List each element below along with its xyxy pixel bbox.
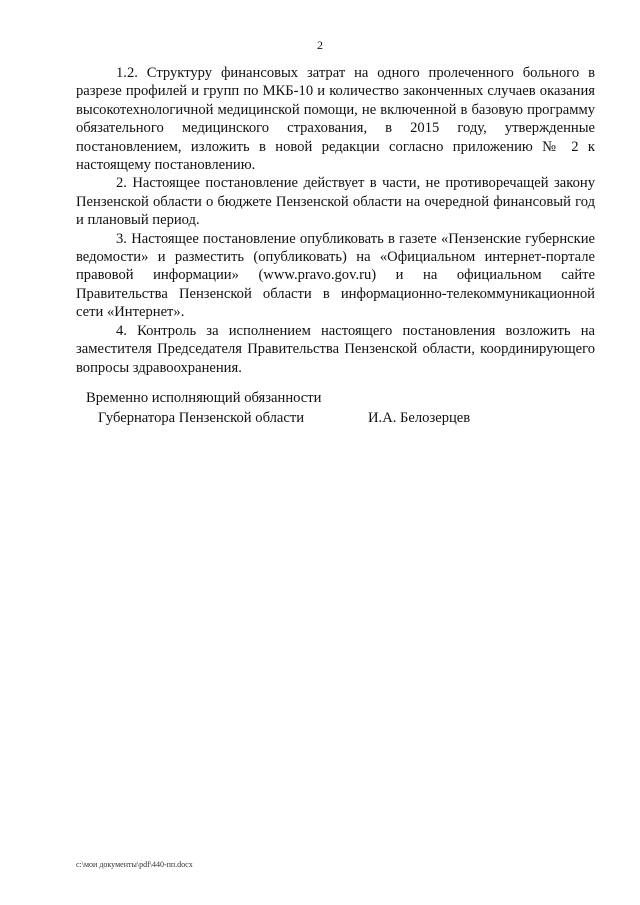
paragraph-2: 2. Настоящее постановление действует в части, не противоречащей закону Пензенской области о бюджете Пензенской области на очередной финансовый год и плановый период. [76, 175, 595, 229]
paragraph-4: 4. Контроль за исполнением настоящего постановления возложить на заместителя Председателя Правительства Пензенской области, координирующего вопросы здравоохранения. [76, 322, 595, 376]
signatory-name: И.А. Белозерцев [368, 410, 471, 426]
signatory-title-line1: Временно исполняющий обязанности [86, 390, 322, 406]
footer-file-path: c:\мои документы\pdf\440-пп.docx [76, 860, 193, 869]
page-number: 2 [317, 38, 323, 52]
signatory-title-line2: Губернатора Пензенской области [98, 410, 305, 426]
document-body [76, 64, 595, 377]
paragraph-1-2: 1.2. Структуру финансовых затрат на одного пролеченного больного в разрезе профилей и групп по МКБ-10 и количество законченных случаев оказания высокотехнологичной медицинской помощи, не включенной в базовую программу обязательного медицинского страхования, в 2015 году, утвержденные постановлением, изложить в новой редакции согласно приложению № 2 к настоящему постановлению. [76, 65, 595, 174]
paragraph-3: 3. Настоящее постановление опубликовать в газете «Пензенские губернские ведомости» и разместить (опубликовать) на «Официальном интернет-портале правовой информации» (www.pravo.gov.ru) и на официальном сайте Правительства Пензенской области в информационно-телекоммуникационной сети «Интернет». [76, 230, 595, 321]
